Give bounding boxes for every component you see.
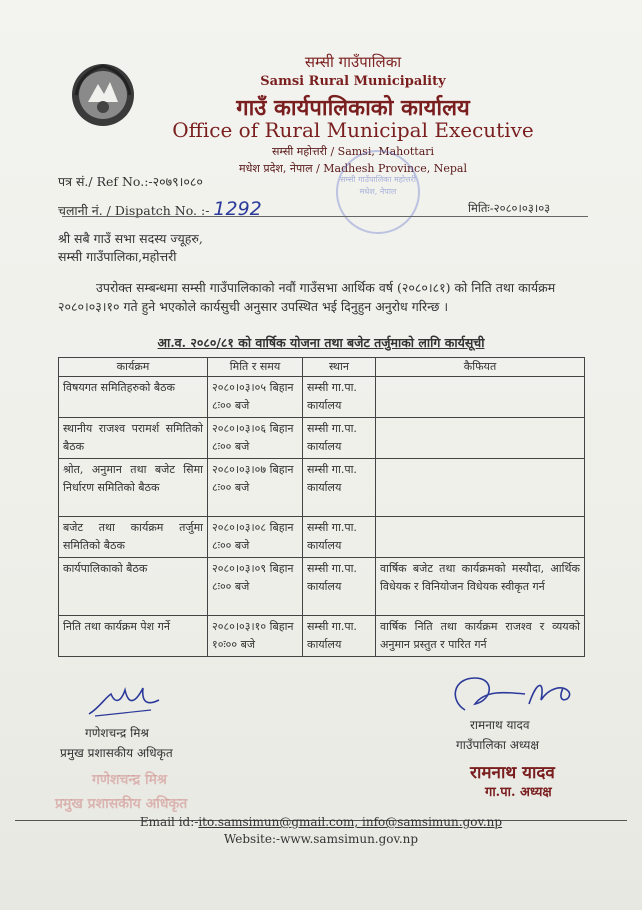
- province-line: मधेश प्रदेश, नेपाल / Madhesh Province, Nepal: [239, 162, 467, 175]
- cell-date-time: २०८०।०३।१० बिहान १०ः०० बजे: [208, 616, 303, 657]
- date-value: २०८०।०३।०३: [493, 201, 551, 215]
- cell-program: निति तथा कार्यक्रम पेश गर्ने: [59, 616, 208, 657]
- header-venue: स्थान: [303, 358, 376, 377]
- dispatch-label: चलानी नं. / Dispatch No. :-: [58, 203, 210, 218]
- date-label: मितिः-: [468, 201, 494, 215]
- cell-venue: सम्सी गा.पा. कार्यालय: [303, 558, 376, 616]
- left-signatory-title: प्रमुख प्रशासकीय अधिकृत: [60, 746, 173, 760]
- cell-date-time: २०८०।०३।०८ बिहान ८ः०० बजे: [208, 517, 303, 558]
- table-row: [59, 377, 585, 418]
- cell-date-time: २०८०।०३।०५ बिहान ८ः०० बजे: [208, 377, 303, 418]
- left-stamp-name: गणेशचन्द्र मिश्र: [92, 772, 167, 788]
- cell-venue: सम्सी गा.पा. कार्यालय: [303, 418, 376, 459]
- cell-program: स्थानीय राजश्व परामर्श समितिको बैठक: [59, 418, 208, 459]
- ref-label: पत्र सं./ Ref No.:-: [58, 174, 153, 189]
- office-stamp-text: सम्सी गाउँपालिका महोत्तरी मधेश, नेपाल: [340, 175, 416, 196]
- footer-email: [0, 815, 642, 829]
- body-line-2: २०८०।०३।१० गते हुने भएकोले कार्यसुची अनुसार उपस्थित भई दिनुहुन अनुरोध गरिन्छ ।: [58, 299, 449, 314]
- ref-no: [58, 173, 203, 190]
- municipality-name-np: सम्सी गाउँपालिका: [304, 53, 402, 71]
- right-signature-icon: [445, 670, 585, 718]
- table-row: [59, 517, 585, 558]
- cell-remarks: [376, 418, 585, 459]
- left-signatory-name: गणेशचन्द्र मिश्र: [85, 726, 149, 740]
- office-name-np: गाउँ कार्यपालिकाको कार्यालय: [236, 95, 470, 121]
- email-label: Email id:-: [139, 815, 199, 829]
- cell-remarks: वार्षिक निति तथा कार्यक्रम राजश्व र व्ययको अनुमान प्रस्तुत र पारित गर्न: [376, 616, 585, 657]
- office-stamp: [336, 150, 420, 234]
- table-row: [59, 558, 585, 616]
- header-date-time: मिति र समय: [208, 358, 303, 377]
- cell-remarks: [376, 517, 585, 558]
- left-signature-icon: [85, 680, 165, 720]
- location-line: सम्सी महोत्तरी / Samsi, Mahottari: [271, 145, 435, 158]
- office-name-en: Office of Rural Municipal Executive: [172, 118, 534, 142]
- cell-date-time: २०८०।०३।०७ बिहान ८ः०० बजे: [208, 459, 303, 517]
- cell-program: विषयगत समितिहरुको बैठक: [59, 377, 208, 418]
- table-header-row: [59, 358, 585, 377]
- cell-venue: सम्सी गा.पा. कार्यालय: [303, 517, 376, 558]
- cell-venue: सम्सी गा.पा. कार्यालय: [303, 377, 376, 418]
- cell-remarks: [376, 459, 585, 517]
- cell-date-time: २०८०।०३।०९ बिहान ८ः०० बजे: [208, 558, 303, 616]
- schedule-table: [58, 357, 585, 657]
- right-signatory-name: रामनाथ यादव: [470, 718, 530, 732]
- letter-date: [468, 201, 550, 216]
- cell-venue: सम्सी गा.पा. कार्यालय: [303, 616, 376, 657]
- left-stamp-title: प्रमुख प्रशासकीय अधिकृत: [55, 796, 188, 812]
- email-link[interactable]: ito.samsimun@gmail.com, info@samsimun.gov.np: [198, 815, 503, 829]
- cell-remarks: [376, 377, 585, 418]
- body-line-1: उपरोक्त सम्बन्धमा सम्सी गाउँपालिकाको नवौं गाउँसभा आर्थिक वर्ष (२०८०।८१) को निति तथा कार्यक्रम: [96, 280, 556, 295]
- cell-remarks: वार्षिक बजेट तथा कार्यक्रमको मस्यौदा, आर्थिक विधेयक र विनियोजन विधेयक स्वीकृत गर्न: [376, 558, 585, 616]
- table-row: [59, 616, 585, 657]
- cell-program: बजेट तथा कार्यक्रम तर्जुमा समितिको बैठक: [59, 517, 208, 558]
- addressee-line-2: सम्सी गाउँपालिका,महोत्तरी: [58, 249, 177, 264]
- cell-program: कार्यपालिकाको बैठक: [59, 558, 208, 616]
- table-row: [59, 459, 585, 517]
- footer-website[interactable]: Website:-www.samsimun.gov.np: [223, 832, 419, 846]
- cell-program: श्रोत, अनुमान तथा बजेट सिमा निर्धारण समितिको बैठक: [59, 459, 208, 517]
- header-program: कार्यक्रम: [59, 358, 208, 377]
- ref-value: २०७९।०८०: [152, 174, 203, 189]
- header-remarks: कैफियत: [376, 358, 585, 377]
- right-signatory-title: गाउँपालिका अध्यक्ष: [456, 738, 539, 752]
- addressee-line-1: श्री सबै गाउँ सभा सदस्य ज्यूहरु,: [58, 231, 203, 246]
- dispatch-value: 1292: [213, 198, 262, 220]
- cell-date-time: २०८०।०३।०६ बिहान ८ः०० बजे: [208, 418, 303, 459]
- municipality-name-en: Samsi Rural Municipality: [260, 74, 446, 89]
- header-divider: [62, 216, 588, 217]
- table-title: आ.व. २०८०/८१ को वार्षिक योजना तथा बजेट तर्जुमाको लागि कार्यसूची: [157, 335, 485, 350]
- right-stamp-name: रामनाथ यादव: [470, 763, 555, 783]
- cell-venue: सम्सी गा.पा. कार्यालय: [303, 459, 376, 517]
- table-row: [59, 418, 585, 459]
- right-stamp-title: गा.पा. अध्यक्ष: [485, 785, 552, 800]
